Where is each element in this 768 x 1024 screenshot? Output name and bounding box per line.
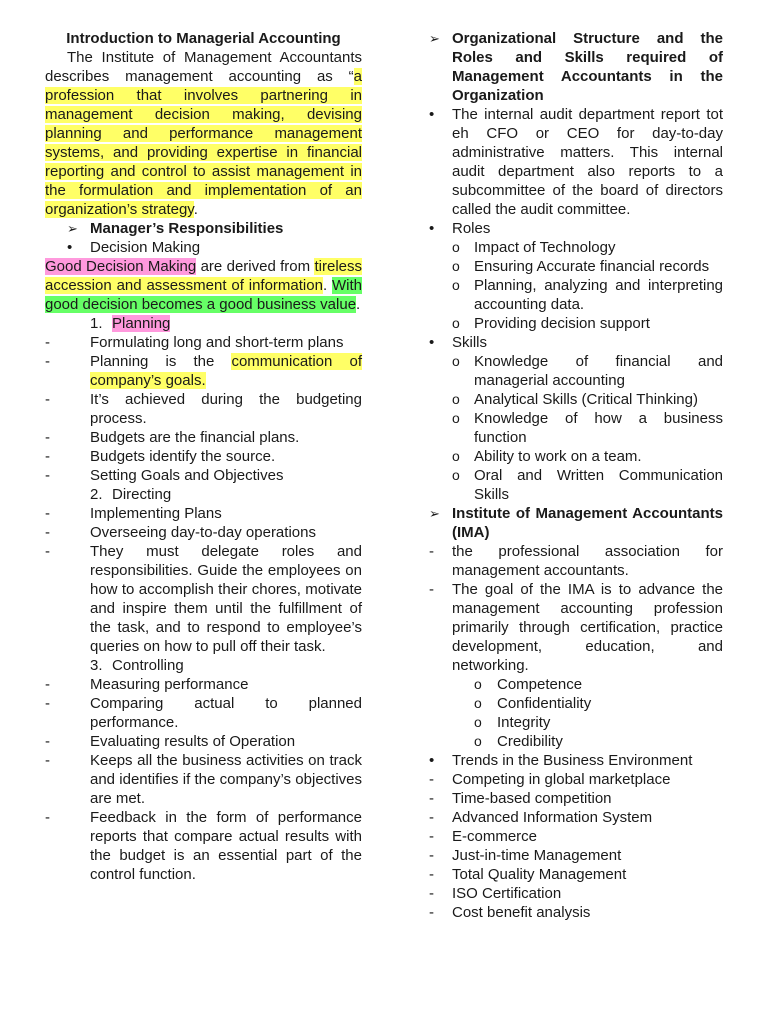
list-item (429, 257, 723, 276)
directing-item: They must delegate roles and responsibilities. Guide the employees on how to accomplish their chores, motivate and inspire them until the fulfillment of the task, and to respond to employee’s queries on how to pull off their task. (90, 543, 362, 655)
trends-row (429, 751, 723, 770)
list-item (429, 732, 723, 751)
dash-icon: - (429, 581, 434, 598)
dash-icon: - (45, 334, 50, 351)
trend-item: Competing in global marketplace (452, 771, 671, 788)
list-item (429, 770, 723, 789)
decision-highlight-yellow: tireless accession and assessment of information (45, 258, 362, 294)
intro-paragraph (45, 48, 362, 219)
circle-bullet-icon: o (452, 277, 460, 293)
responsibilities-heading-row (45, 219, 362, 238)
planning-item (90, 352, 362, 390)
dash-icon: - (45, 429, 50, 446)
list-item (45, 542, 362, 656)
audit-bullet-row (429, 105, 723, 219)
trend-item: Time-based competition (452, 790, 612, 807)
trend-item: Total Quality Management (452, 866, 627, 883)
controlling-item: Keeps all the business activities on track and identifies if the company’s objectives are met. (90, 752, 362, 807)
skill-item: Knowledge of financial and managerial accounting (474, 353, 723, 389)
list-item (429, 466, 723, 504)
list-item (429, 276, 723, 314)
dash-icon: - (45, 543, 50, 560)
circle-bullet-icon: o (452, 391, 460, 407)
list-item (45, 428, 362, 447)
bullet-icon: • (429, 752, 435, 769)
dash-icon: - (45, 676, 50, 693)
directing-label: Directing (112, 486, 172, 503)
list-item (45, 447, 362, 466)
directing-item: Overseeing day-to-day operations (90, 524, 316, 541)
list-item (45, 808, 362, 884)
list-item (429, 694, 723, 713)
trend-item: E-commerce (452, 828, 538, 845)
list-item (429, 903, 723, 922)
bullet-icon: • (429, 220, 435, 237)
list-item (45, 352, 362, 390)
dash-icon: - (429, 828, 434, 845)
org-heading-row (429, 29, 723, 105)
dash-icon: - (45, 467, 50, 484)
bullet-icon: • (67, 239, 73, 256)
skill-item: Knowledge of how a business function (474, 410, 723, 446)
ima-heading-row (429, 504, 723, 542)
dash-icon: - (45, 809, 50, 826)
document-title: Introduction to Managerial Accounting (66, 30, 341, 47)
role-item: Providing decision support (474, 315, 650, 332)
planning-number: 1. (90, 315, 103, 332)
role-item: Impact of Technology (474, 239, 616, 256)
list-item (429, 238, 723, 257)
list-item (45, 466, 362, 485)
ima-item: the professional association for management accountants. (452, 543, 723, 579)
list-item (45, 523, 362, 542)
ima-value: Confidentiality (497, 695, 592, 712)
controlling-number: 3. (90, 657, 103, 674)
list-item (429, 447, 723, 466)
controlling-label: Controlling (112, 657, 184, 674)
left-column (45, 29, 362, 884)
right-column (429, 29, 723, 922)
list-item (429, 789, 723, 808)
circle-bullet-icon: o (474, 695, 482, 711)
directing-item: Implementing Plans (90, 505, 222, 522)
responsibilities-heading: Manager’s Responsibilities (90, 220, 284, 237)
controlling-item: Evaluating results of Operation (90, 733, 296, 750)
controlling-item: Comparing actual to planned performance. (90, 695, 362, 731)
dash-icon: - (45, 524, 50, 541)
dash-icon: - (45, 353, 50, 370)
bullet-icon: • (429, 106, 435, 123)
list-item (429, 808, 723, 827)
trend-item: Advanced Information System (452, 809, 653, 826)
roles-label: Roles (452, 220, 491, 237)
list-item (429, 884, 723, 903)
dash-icon: - (429, 866, 434, 883)
ima-item: The goal of the IMA is to advance the management accounting profession primarily through certification, practice development, education, and networking. (452, 581, 723, 674)
list-item (45, 504, 362, 523)
list-item (45, 732, 362, 751)
circle-bullet-icon: o (474, 676, 482, 692)
intro-highlight: a profession that involves partnering in management decision making, devising planning and performance management systems, and providing expertise in financial reporting and control to assist management in the formulation and implementation of an organization’s strategy (45, 68, 362, 218)
list-item (429, 409, 723, 447)
planning-item: Formulating long and short-term plans (90, 334, 344, 351)
ima-heading: Institute of Management Accountants (IMA) (452, 505, 723, 541)
ima-value: Integrity (497, 714, 551, 731)
list-item (45, 751, 362, 808)
list-item (429, 352, 723, 390)
roles-row (429, 219, 723, 238)
dash-icon: - (429, 885, 434, 902)
list-item (429, 542, 723, 580)
planning-heading-row (45, 314, 362, 333)
role-item: Planning, analyzing and interpreting accounting data. (474, 277, 723, 313)
dash-icon: - (429, 771, 434, 788)
list-item (45, 694, 362, 732)
circle-bullet-icon: o (452, 353, 460, 369)
planning-item: It’s achieved during the budgeting process. (90, 391, 362, 427)
decision-highlight-pink: Good Decision Making (45, 258, 197, 275)
list-item (429, 713, 723, 732)
dash-icon: - (429, 904, 434, 921)
planning-label: Planning (112, 315, 171, 332)
skill-item: Analytical Skills (Critical Thinking) (474, 391, 698, 408)
skills-row (429, 333, 723, 352)
circle-bullet-icon: o (452, 258, 460, 274)
planning-item-text: Planning is the (90, 353, 232, 370)
list-item (429, 390, 723, 409)
decision-text-1: are derived from (196, 258, 315, 275)
trend-item: Just-in-time Management (452, 847, 622, 864)
planning-item: Budgets are the financial plans. (90, 429, 300, 446)
circle-bullet-icon: o (452, 467, 460, 483)
dash-icon: - (45, 391, 50, 408)
decision-text-2: . (322, 277, 332, 294)
list-item (45, 333, 362, 352)
controlling-heading-row (45, 656, 362, 675)
dash-icon: - (45, 752, 50, 769)
role-item: Ensuring Accurate financial records (474, 258, 710, 275)
list-item (429, 314, 723, 333)
dash-icon: - (429, 543, 434, 560)
directing-heading-row (45, 485, 362, 504)
ima-value: Competence (497, 676, 583, 693)
list-item (45, 675, 362, 694)
intro-text: The Institute of Management Accountants describes management accounting as “ (45, 49, 362, 85)
intro-end: . (193, 201, 198, 218)
dash-icon: - (45, 695, 50, 712)
list-item (45, 390, 362, 428)
planning-item: Setting Goals and Objectives (90, 467, 284, 484)
circle-bullet-icon: o (452, 315, 460, 331)
controlling-item: Feedback in the form of performance reports that compare actual results with the budget is an essential part of the control function. (90, 809, 362, 883)
arrow-bullet-icon: ➢ (429, 31, 440, 46)
directing-number: 2. (90, 486, 103, 503)
decision-paragraph (45, 257, 362, 314)
decision-making-label: Decision Making (90, 239, 201, 256)
arrow-bullet-icon: ➢ (429, 506, 440, 521)
list-item (429, 865, 723, 884)
bullet-icon: • (429, 334, 435, 351)
skill-item: Ability to work on a team. (474, 448, 642, 465)
trend-item: Cost benefit analysis (452, 904, 591, 921)
controlling-item: Measuring performance (90, 676, 249, 693)
circle-bullet-icon: o (452, 448, 460, 464)
list-item (429, 580, 723, 675)
circle-bullet-icon: o (452, 239, 460, 255)
skills-label: Skills (452, 334, 488, 351)
list-item (429, 846, 723, 865)
decision-text-3: . (356, 296, 361, 313)
circle-bullet-icon: o (474, 714, 482, 730)
list-item (429, 827, 723, 846)
dash-icon: - (429, 847, 434, 864)
circle-bullet-icon: o (474, 733, 482, 749)
decision-making-row (45, 238, 362, 257)
arrow-bullet-icon: ➢ (67, 221, 78, 236)
org-heading: Organizational Structure and the Roles and Skills required of Management Accountants in the Organization (452, 30, 723, 104)
dash-icon: - (45, 733, 50, 750)
planning-item-highlight: communication of company’s goals. (90, 353, 362, 389)
trend-item: ISO Certification (452, 885, 562, 902)
planning-item: Budgets identify the source. (90, 448, 276, 465)
trends-label: Trends in the Business Environment (452, 752, 693, 769)
ima-value: Credibility (497, 733, 563, 750)
dash-icon: - (45, 448, 50, 465)
list-item (429, 675, 723, 694)
dash-icon: - (429, 790, 434, 807)
decision-highlight-green: With good decision becomes a good business value (45, 277, 362, 313)
dash-icon: - (45, 505, 50, 522)
dash-icon: - (429, 809, 434, 826)
circle-bullet-icon: o (452, 410, 460, 426)
audit-bullet: The internal audit department report tot eh CFO or CEO for day-to-day administrative matters. This internal audit department also reports to a subcommittee of the board of directors called the audit committee. (452, 106, 723, 218)
skill-item: Oral and Written Communication Skills (474, 467, 723, 503)
